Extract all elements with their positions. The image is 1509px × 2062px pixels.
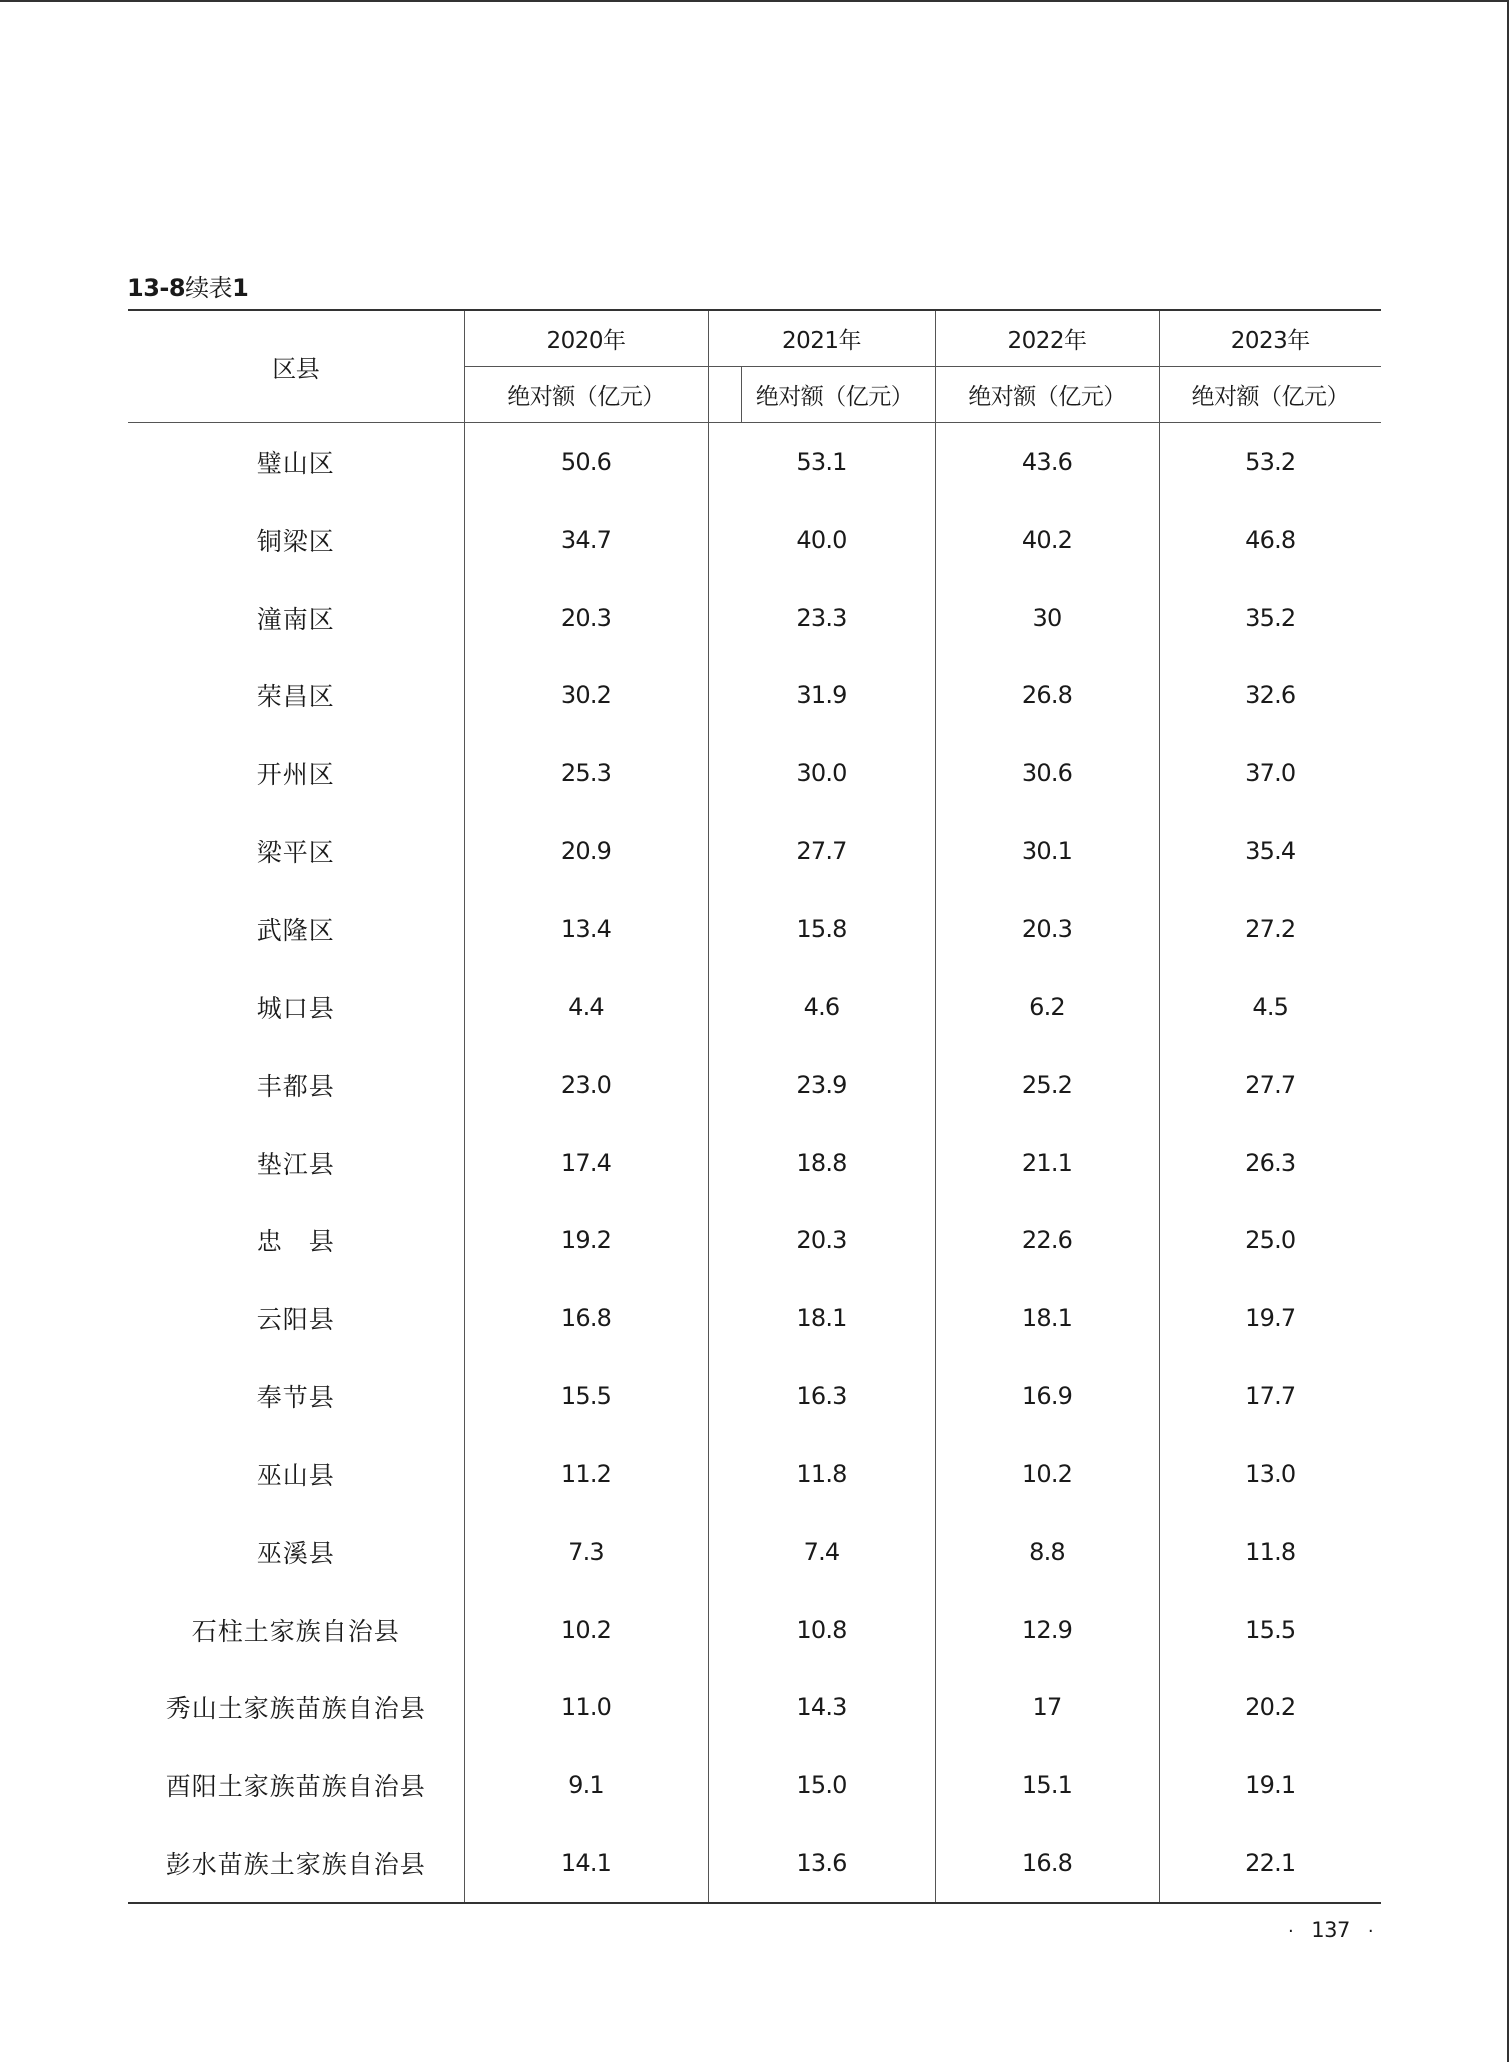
- value-cell: 4.5: [1159, 968, 1381, 1046]
- value-cell: 40.2: [935, 501, 1159, 579]
- value-cell: 37.0: [1159, 734, 1381, 812]
- table-continuation-index: 1: [232, 274, 249, 302]
- value-cell: 19.1: [1159, 1746, 1381, 1824]
- table-row: [128, 1279, 1381, 1357]
- value-cell: 34.7: [464, 501, 708, 579]
- footer-dot-left: ·: [1288, 1921, 1294, 1942]
- value-cell: 46.8: [1159, 501, 1381, 579]
- value-cell: 20.3: [708, 1201, 935, 1279]
- value-cell: 50.6: [464, 423, 708, 501]
- value-cell: 26.3: [1159, 1124, 1381, 1202]
- value-cell: 16.8: [935, 1824, 1159, 1903]
- value-cell: 30.0: [708, 734, 935, 812]
- table-row: [128, 1591, 1381, 1669]
- region-cell: 潼南区: [256, 604, 335, 634]
- value-cell: 43.6: [935, 423, 1159, 501]
- region-cell: 彭水苗族土家族自治县: [128, 1824, 464, 1903]
- value-cell: 32.6: [1159, 657, 1381, 735]
- value-cell: 35.2: [1159, 579, 1381, 657]
- value-cell: 14.1: [464, 1824, 708, 1903]
- value-cell: 17.7: [1159, 1357, 1381, 1435]
- value-cell: 26.8: [935, 657, 1159, 735]
- value-cell: 30.2: [464, 657, 708, 735]
- value-cell: 13.0: [1159, 1435, 1381, 1513]
- value-cell: 27.7: [1159, 1046, 1381, 1124]
- value-cell: 15.1: [935, 1746, 1159, 1824]
- value-cell: 22.6: [935, 1201, 1159, 1279]
- column-header-unit: 绝对额（亿元）: [1159, 367, 1381, 423]
- table-body: [128, 423, 1381, 1904]
- region-cell: 丰都县: [256, 1071, 335, 1101]
- column-header-year: 2021年: [708, 310, 935, 367]
- value-cell: 17: [935, 1669, 1159, 1747]
- value-cell: 15.0: [708, 1746, 935, 1824]
- table-row: [128, 1357, 1381, 1435]
- table-row: [128, 968, 1381, 1046]
- value-cell: 18.1: [935, 1279, 1159, 1357]
- region-cell: 铜梁区: [256, 526, 335, 556]
- value-cell: 23.0: [464, 1046, 708, 1124]
- table-continuation-label: 续表: [185, 274, 233, 302]
- region-cell: 城口县: [256, 993, 335, 1023]
- column-header-year: 2022年: [935, 310, 1159, 367]
- value-cell: 25.0: [1159, 1201, 1381, 1279]
- column-header-region: 区县: [128, 310, 464, 423]
- data-table: [128, 309, 1381, 1904]
- value-cell: 19.2: [464, 1201, 708, 1279]
- value-cell: 16.9: [935, 1357, 1159, 1435]
- table-row: [128, 579, 1381, 657]
- value-cell: 25.3: [464, 734, 708, 812]
- value-cell: 10.2: [935, 1435, 1159, 1513]
- footer-dot-right: ·: [1367, 1921, 1374, 1942]
- value-cell: 15.5: [464, 1357, 708, 1435]
- value-cell: 21.1: [935, 1124, 1159, 1202]
- value-cell: 11.8: [1159, 1513, 1381, 1591]
- value-cell: 15.8: [708, 890, 935, 968]
- value-cell: 17.4: [464, 1124, 708, 1202]
- region-cell: 秀山土家族苗族自治县: [165, 1694, 426, 1724]
- table-row: [128, 734, 1381, 812]
- region-cell: 巫山县: [256, 1460, 335, 1490]
- table-row: [128, 890, 1381, 968]
- value-cell: 20.3: [935, 890, 1159, 968]
- table-number: 13-8: [127, 274, 186, 302]
- region-cell: 忠 县: [256, 1227, 335, 1257]
- value-cell: 9.1: [464, 1746, 708, 1824]
- value-cell: 30.1: [935, 812, 1159, 890]
- region-cell: 荣昌区: [256, 682, 335, 712]
- region-cell: 石柱土家族自治县: [191, 1616, 400, 1646]
- value-cell: 31.9: [708, 657, 935, 735]
- column-header-year: 2020年: [464, 310, 708, 367]
- table-caption: [127, 268, 248, 303]
- value-cell: 13.6: [708, 1824, 935, 1903]
- column-header-unit: 绝对额（亿元）: [935, 367, 1159, 423]
- value-cell: 18.8: [708, 1124, 935, 1202]
- value-cell: 25.2: [935, 1046, 1159, 1124]
- page-footer: [1270, 1918, 1391, 1942]
- value-cell: 23.9: [708, 1046, 935, 1124]
- value-cell: 11.2: [464, 1435, 708, 1513]
- region-cell: 梁平区: [256, 838, 335, 868]
- region-cell: 巫溪县: [256, 1538, 335, 1568]
- value-cell: 4.6: [708, 968, 935, 1046]
- value-cell: 7.3: [464, 1513, 708, 1591]
- value-cell: 27.7: [708, 812, 935, 890]
- value-cell: 14.3: [708, 1669, 935, 1747]
- table-header: [128, 310, 1381, 423]
- value-cell: 11.0: [464, 1669, 708, 1747]
- value-cell: 22.1: [1159, 1824, 1381, 1903]
- column-header-year: 2023年: [1159, 310, 1381, 367]
- region-cell: 垫江县: [256, 1149, 335, 1179]
- value-cell: 10.2: [464, 1591, 708, 1669]
- header-row-years: [128, 310, 1381, 367]
- value-cell: 35.4: [1159, 812, 1381, 890]
- value-cell: 4.4: [464, 968, 708, 1046]
- column-header-unit-text: 绝对额（亿元）: [755, 384, 914, 410]
- value-cell: 15.5: [1159, 1591, 1381, 1669]
- value-cell: 27.2: [1159, 890, 1381, 968]
- value-cell: 20.3: [464, 579, 708, 657]
- value-cell: 23.3: [708, 579, 935, 657]
- region-cell: 奉节县: [256, 1383, 335, 1413]
- value-cell: 13.4: [464, 890, 708, 968]
- column-header-unit: 绝对额（亿元）: [464, 367, 708, 423]
- value-cell: 11.8: [708, 1435, 935, 1513]
- region-cell: 酉阳土家族苗族自治县: [165, 1772, 426, 1802]
- value-cell: 30.6: [935, 734, 1159, 812]
- value-cell: 20.9: [464, 812, 708, 890]
- region-cell: 璧山区: [256, 448, 335, 478]
- table-row: [128, 1201, 1381, 1279]
- value-cell: 8.8: [935, 1513, 1159, 1591]
- value-cell: 7.4: [708, 1513, 935, 1591]
- table-row: [128, 657, 1381, 735]
- value-cell: 12.9: [935, 1591, 1159, 1669]
- value-cell: 19.7: [1159, 1279, 1381, 1357]
- table-row: [128, 812, 1381, 890]
- region-cell: 开州区: [256, 760, 335, 790]
- value-cell: 16.8: [464, 1279, 708, 1357]
- table-row: [128, 423, 1381, 501]
- table-row: [128, 1746, 1381, 1824]
- page-number: 137: [1311, 1918, 1350, 1942]
- table-row: [128, 501, 1381, 579]
- value-cell: 20.2: [1159, 1669, 1381, 1747]
- value-cell: 10.8: [708, 1591, 935, 1669]
- table-row: [128, 1046, 1381, 1124]
- value-cell: 53.1: [708, 423, 935, 501]
- region-cell: 云阳县: [256, 1305, 335, 1335]
- value-cell: 18.1: [708, 1279, 935, 1357]
- column-header-unit: [708, 367, 935, 423]
- table-row: [128, 1824, 1381, 1903]
- table-row: [128, 1124, 1381, 1202]
- table-row: [128, 1513, 1381, 1591]
- value-cell: 6.2: [935, 968, 1159, 1046]
- value-cell: 16.3: [708, 1357, 935, 1435]
- value-cell: 40.0: [708, 501, 935, 579]
- value-cell: 53.2: [1159, 423, 1381, 501]
- value-cell: 30: [935, 579, 1159, 657]
- table-row: [128, 1669, 1381, 1747]
- table-row: [128, 1435, 1381, 1513]
- region-cell: 武隆区: [256, 915, 335, 945]
